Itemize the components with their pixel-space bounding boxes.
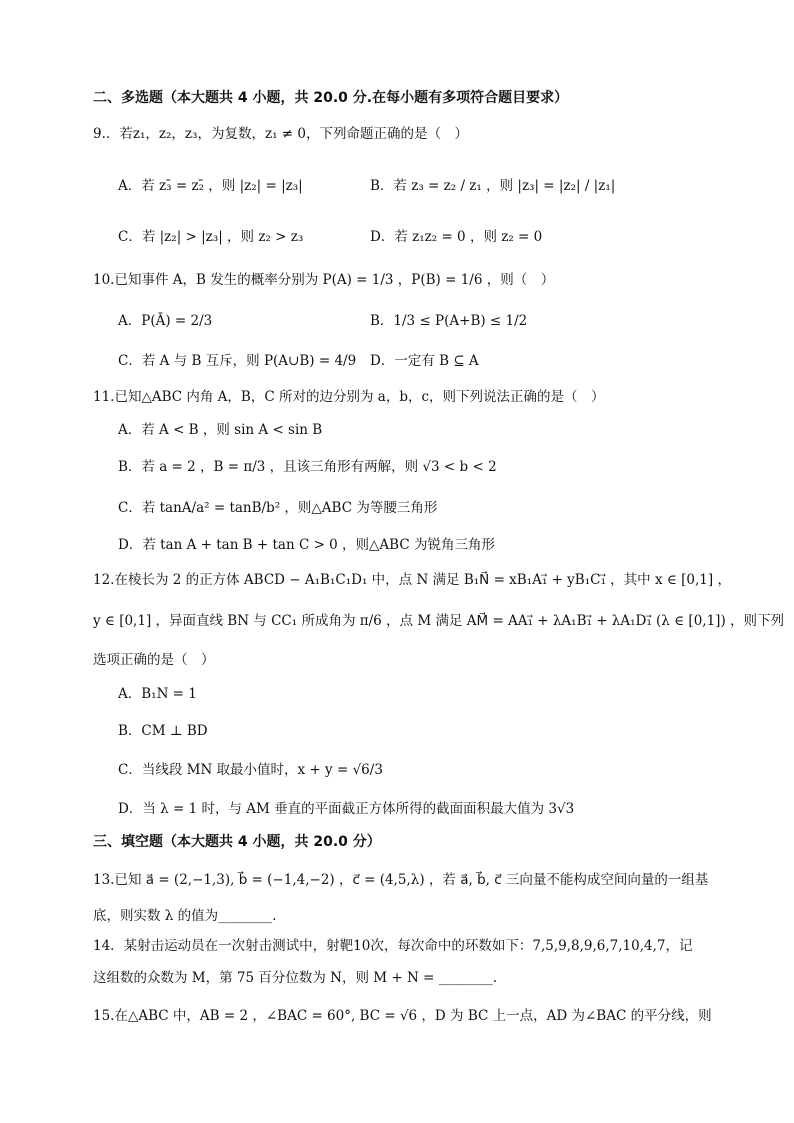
question-11-option-a: A．若 A < B ，则 sin A < sin B [118, 422, 323, 438]
question-11-option-b: B．若 a = 2 ，B = π/3 ，且该三角形有两解，则 √3 < b < 2 [118, 459, 497, 475]
question-9-stem: 9.．若z₁，z₂，z₃，为复数，z₁ ≠ 0，下列命题正确的是（ ） [93, 126, 468, 142]
question-14-line-1: 14．某射击运动员在一次射击测试中，射靶10次，每次命中的环数如下：7,5,9,8,9,6,7,10,4,7，记 [93, 938, 693, 954]
question-10-option-d: D．一定有 B ⊆ A [370, 353, 479, 369]
question-13-line-1: 13.已知 a⃗ = (2,−1,3), b⃗ = (−1,4,−2) ，c⃗ = (4,5,λ) ，若 a⃗, b⃗, c⃗ 三向量不能构成空间向量的一组基 [93, 872, 709, 888]
question-10-stem: 10.已知事件 A，B 发生的概率分别为 P(A) = 1/3 ，P(B) = 1/6 ，则（ ） [93, 272, 555, 288]
section-2-title: 二、多选题（本大题共 4 小题，共 20.0 分.在每小题有多项符合题目要求） [93, 90, 569, 106]
question-11-option-c: C．若 tanA/a² = tanB/b² ，则△ABC 为等腰三角形 [118, 500, 438, 516]
question-12-stem-line-1: 12.在棱长为 2 的正方体 ABCD − A₁B₁C₁D₁ 中，点 N 满足 B₁N⃗ = xB₁A₁⃗ + yB₁C₁⃗ ，其中 x ∈ [0,1] ， [93, 572, 731, 588]
question-9-option-c: C．若 |z₂| > |z₃| ，则 z₂ > z₃ [118, 229, 304, 245]
question-12-stem-line-3: 选项正确的是（ ） [93, 652, 215, 668]
question-10-option-a: A．P(Ā) = 2/3 [118, 313, 213, 329]
question-12-option-c: C．当线段 MN 取最小值时，x + y = √6/3 [118, 762, 383, 778]
question-12-option-d: D．当 λ = 1 时，与 AM 垂直的平面截正方体所得的截面面积最大值为 3√3 [118, 801, 575, 817]
section-3-title: 三、填空题（本大题共 4 小题，共 20.0 分） [93, 834, 381, 850]
question-14-line-2: 这组数的众数为 M，第 75 百分位数为 N，则 M + N = ________. [93, 970, 497, 986]
question-10-option-b: B．1/3 ≤ P(A+B) ≤ 1/2 [370, 313, 528, 329]
question-12-option-b: B．CM ⊥ BD [118, 723, 208, 739]
question-13-line-2: 底，则实数 λ 的值为________. [93, 908, 277, 924]
question-11-option-d: D．若 tan A + tan B + tan C > 0 ，则△ABC 为锐角三角形 [118, 537, 495, 553]
question-10-option-c: C．若 A 与 B 互斥，则 P(A∪B) = 4/9 [118, 353, 357, 369]
question-11-stem: 11.已知△ABC 内角 A，B，C 所对的边分别为 a，b，c，则下列说法正确的是（ ） [93, 389, 605, 405]
question-9-option-a: A．若 z₃̄ = z₂̄ ，则 |z₂| = |z₃| [118, 178, 303, 194]
question-9-option-b: B．若 z₃ = z₂ / z₁ ，则 |z₃| = |z₂| / |z₁| [370, 178, 616, 194]
question-9-option-d: D．若 z₁z₂ = 0 ，则 z₂ = 0 [370, 229, 543, 245]
question-12-option-a: A．B₁N = 1 [118, 686, 197, 702]
question-12-stem-line-2: y ∈ [0,1] ，异面直线 BN 与 CC₁ 所成角为 π/6 ，点 M 满足 AM⃗ = AA₁⃗ + λA₁B₁⃗ + λA₁D₁⃗ (λ ∈ [0,1]) ，则下列 [93, 613, 784, 629]
question-15-line-1: 15.在△ABC 中，AB = 2 ，∠BAC = 60°, BC = √6 ，D 为 BC 上一点，AD 为∠BAC 的平分线，则 [93, 1008, 712, 1024]
